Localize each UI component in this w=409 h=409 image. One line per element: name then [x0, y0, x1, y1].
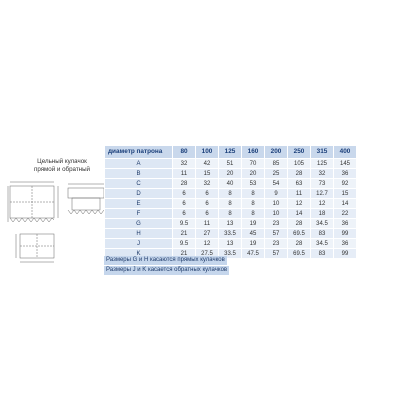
table-cell: 92	[334, 179, 357, 189]
table-cell: 40	[219, 179, 242, 189]
table-cell: 34.5	[311, 239, 334, 249]
table-cell: 14	[288, 209, 311, 219]
table-cell: 28	[288, 219, 311, 229]
table-cell: 8	[219, 209, 242, 219]
table-cell: 45	[242, 229, 265, 239]
table-cell: 21	[173, 229, 196, 239]
table-cell: 8	[219, 189, 242, 199]
row-label: F	[105, 209, 173, 219]
chuck-dimensions-table	[104, 145, 357, 259]
table-cell: 13	[219, 219, 242, 229]
caption-line-2: прямой и обратный	[33, 166, 90, 173]
row-label: D	[105, 189, 173, 199]
table-cell: 69.5	[288, 229, 311, 239]
column-header: 315	[311, 146, 334, 159]
table-cell: 11	[288, 189, 311, 199]
table-row	[105, 179, 357, 189]
table-cell: 28	[288, 169, 311, 179]
table-cell: 6	[196, 209, 219, 219]
table-cell: 9	[265, 189, 288, 199]
table-cell: 145	[334, 159, 357, 169]
table-cell: 83	[311, 229, 334, 239]
table-cell: 23	[265, 239, 288, 249]
table-header-row	[105, 146, 357, 159]
column-header: 125	[219, 146, 242, 159]
row-label: A	[105, 159, 173, 169]
table-cell: 83	[311, 249, 334, 259]
table-row	[105, 199, 357, 209]
table-cell: 33.5	[219, 229, 242, 239]
column-header: 200	[265, 146, 288, 159]
table-cell: 20	[219, 169, 242, 179]
table-cell: 32	[173, 159, 196, 169]
table-cell: 54	[265, 179, 288, 189]
table-notes	[104, 256, 229, 276]
note-straight-jaws: Размеры G и H касаются прямых кулачков	[106, 257, 225, 263]
table-cell: 27	[196, 229, 219, 239]
row-label: J	[105, 239, 173, 249]
column-header: 160	[242, 146, 265, 159]
column-header: 80	[173, 146, 196, 159]
row-label: C	[105, 179, 173, 189]
table-cell: 8	[219, 199, 242, 209]
table-cell: 63	[288, 179, 311, 189]
table-cell: 125	[311, 159, 334, 169]
table-cell: 10	[265, 199, 288, 209]
table-row	[105, 239, 357, 249]
table-cell: 25	[265, 169, 288, 179]
table-cell: 11	[173, 169, 196, 179]
table-cell: 69.5	[288, 249, 311, 259]
table-cell: 19	[242, 239, 265, 249]
chuck-dimensions-table-wrapper	[104, 145, 357, 259]
table-cell: 53	[242, 179, 265, 189]
table-cell: 27.5	[196, 249, 219, 259]
table-row	[105, 229, 357, 239]
table-cell: 22	[334, 209, 357, 219]
row-label: G	[105, 219, 173, 229]
table-cell: 15	[334, 189, 357, 199]
table-cell: 70	[242, 159, 265, 169]
column-header: 250	[288, 146, 311, 159]
table-cell: 12.7	[311, 189, 334, 199]
table-cell: 9.5	[173, 239, 196, 249]
table-cell: 32	[196, 179, 219, 189]
table-cell: 105	[288, 159, 311, 169]
table-cell: 6	[173, 199, 196, 209]
table-cell: 6	[196, 189, 219, 199]
table-cell: 28	[288, 239, 311, 249]
table-cell: 12	[196, 239, 219, 249]
row-label: K	[105, 249, 173, 259]
table-row	[105, 189, 357, 199]
table-row	[105, 169, 357, 179]
table-cell: 36	[334, 239, 357, 249]
table-row	[105, 219, 357, 229]
table-row	[105, 209, 357, 219]
table-cell: 33.5	[219, 249, 242, 259]
table-cell: 51	[219, 159, 242, 169]
table-cell: 99	[334, 229, 357, 239]
caption-line-1: Цельный кулачок	[37, 158, 87, 165]
table-cell: 36	[334, 169, 357, 179]
table-cell: 28	[173, 179, 196, 189]
table-cell: 57	[265, 229, 288, 239]
table-cell: 99	[334, 249, 357, 259]
table-cell: 8	[242, 189, 265, 199]
table-cell: 32	[311, 169, 334, 179]
table-row	[105, 159, 357, 169]
table-cell: 85	[265, 159, 288, 169]
table-cell: 73	[311, 179, 334, 189]
table-cell: 36	[334, 219, 357, 229]
table-cell: 9.5	[173, 219, 196, 229]
table-cell: 57	[265, 249, 288, 259]
table-cell: 13	[219, 239, 242, 249]
table-cell: 34.5	[311, 219, 334, 229]
table-cell: 6	[173, 209, 196, 219]
table-cell: 47.5	[242, 249, 265, 259]
table-cell: 8	[242, 209, 265, 219]
table-cell: 8	[242, 199, 265, 209]
table-cell: 18	[311, 209, 334, 219]
jaw-serration	[10, 218, 54, 222]
jaw-side-view	[68, 188, 104, 198]
note-reverse-jaws: Размеры J и K касается обратных кулачков	[106, 267, 228, 273]
column-header: 400	[334, 146, 357, 159]
table-cell: 20	[242, 169, 265, 179]
table-cell: 19	[242, 219, 265, 229]
table-cell: 23	[265, 219, 288, 229]
table-cell: 12	[311, 199, 334, 209]
header-label: диаметр патрона	[105, 146, 173, 159]
drawing-caption	[12, 158, 112, 174]
column-header: 100	[196, 146, 219, 159]
jaw-technical-drawing	[6, 176, 110, 268]
table-cell: 6	[173, 189, 196, 199]
table-cell: 15	[196, 169, 219, 179]
table-cell: 12	[288, 199, 311, 209]
table-cell: 10	[265, 209, 288, 219]
table-cell: 6	[196, 199, 219, 209]
row-label: E	[105, 199, 173, 209]
row-label: B	[105, 169, 173, 179]
table-cell: 21	[173, 249, 196, 259]
table-cell: 14	[334, 199, 357, 209]
row-label: H	[105, 229, 173, 239]
table-cell: 11	[196, 219, 219, 229]
table-cell: 42	[196, 159, 219, 169]
